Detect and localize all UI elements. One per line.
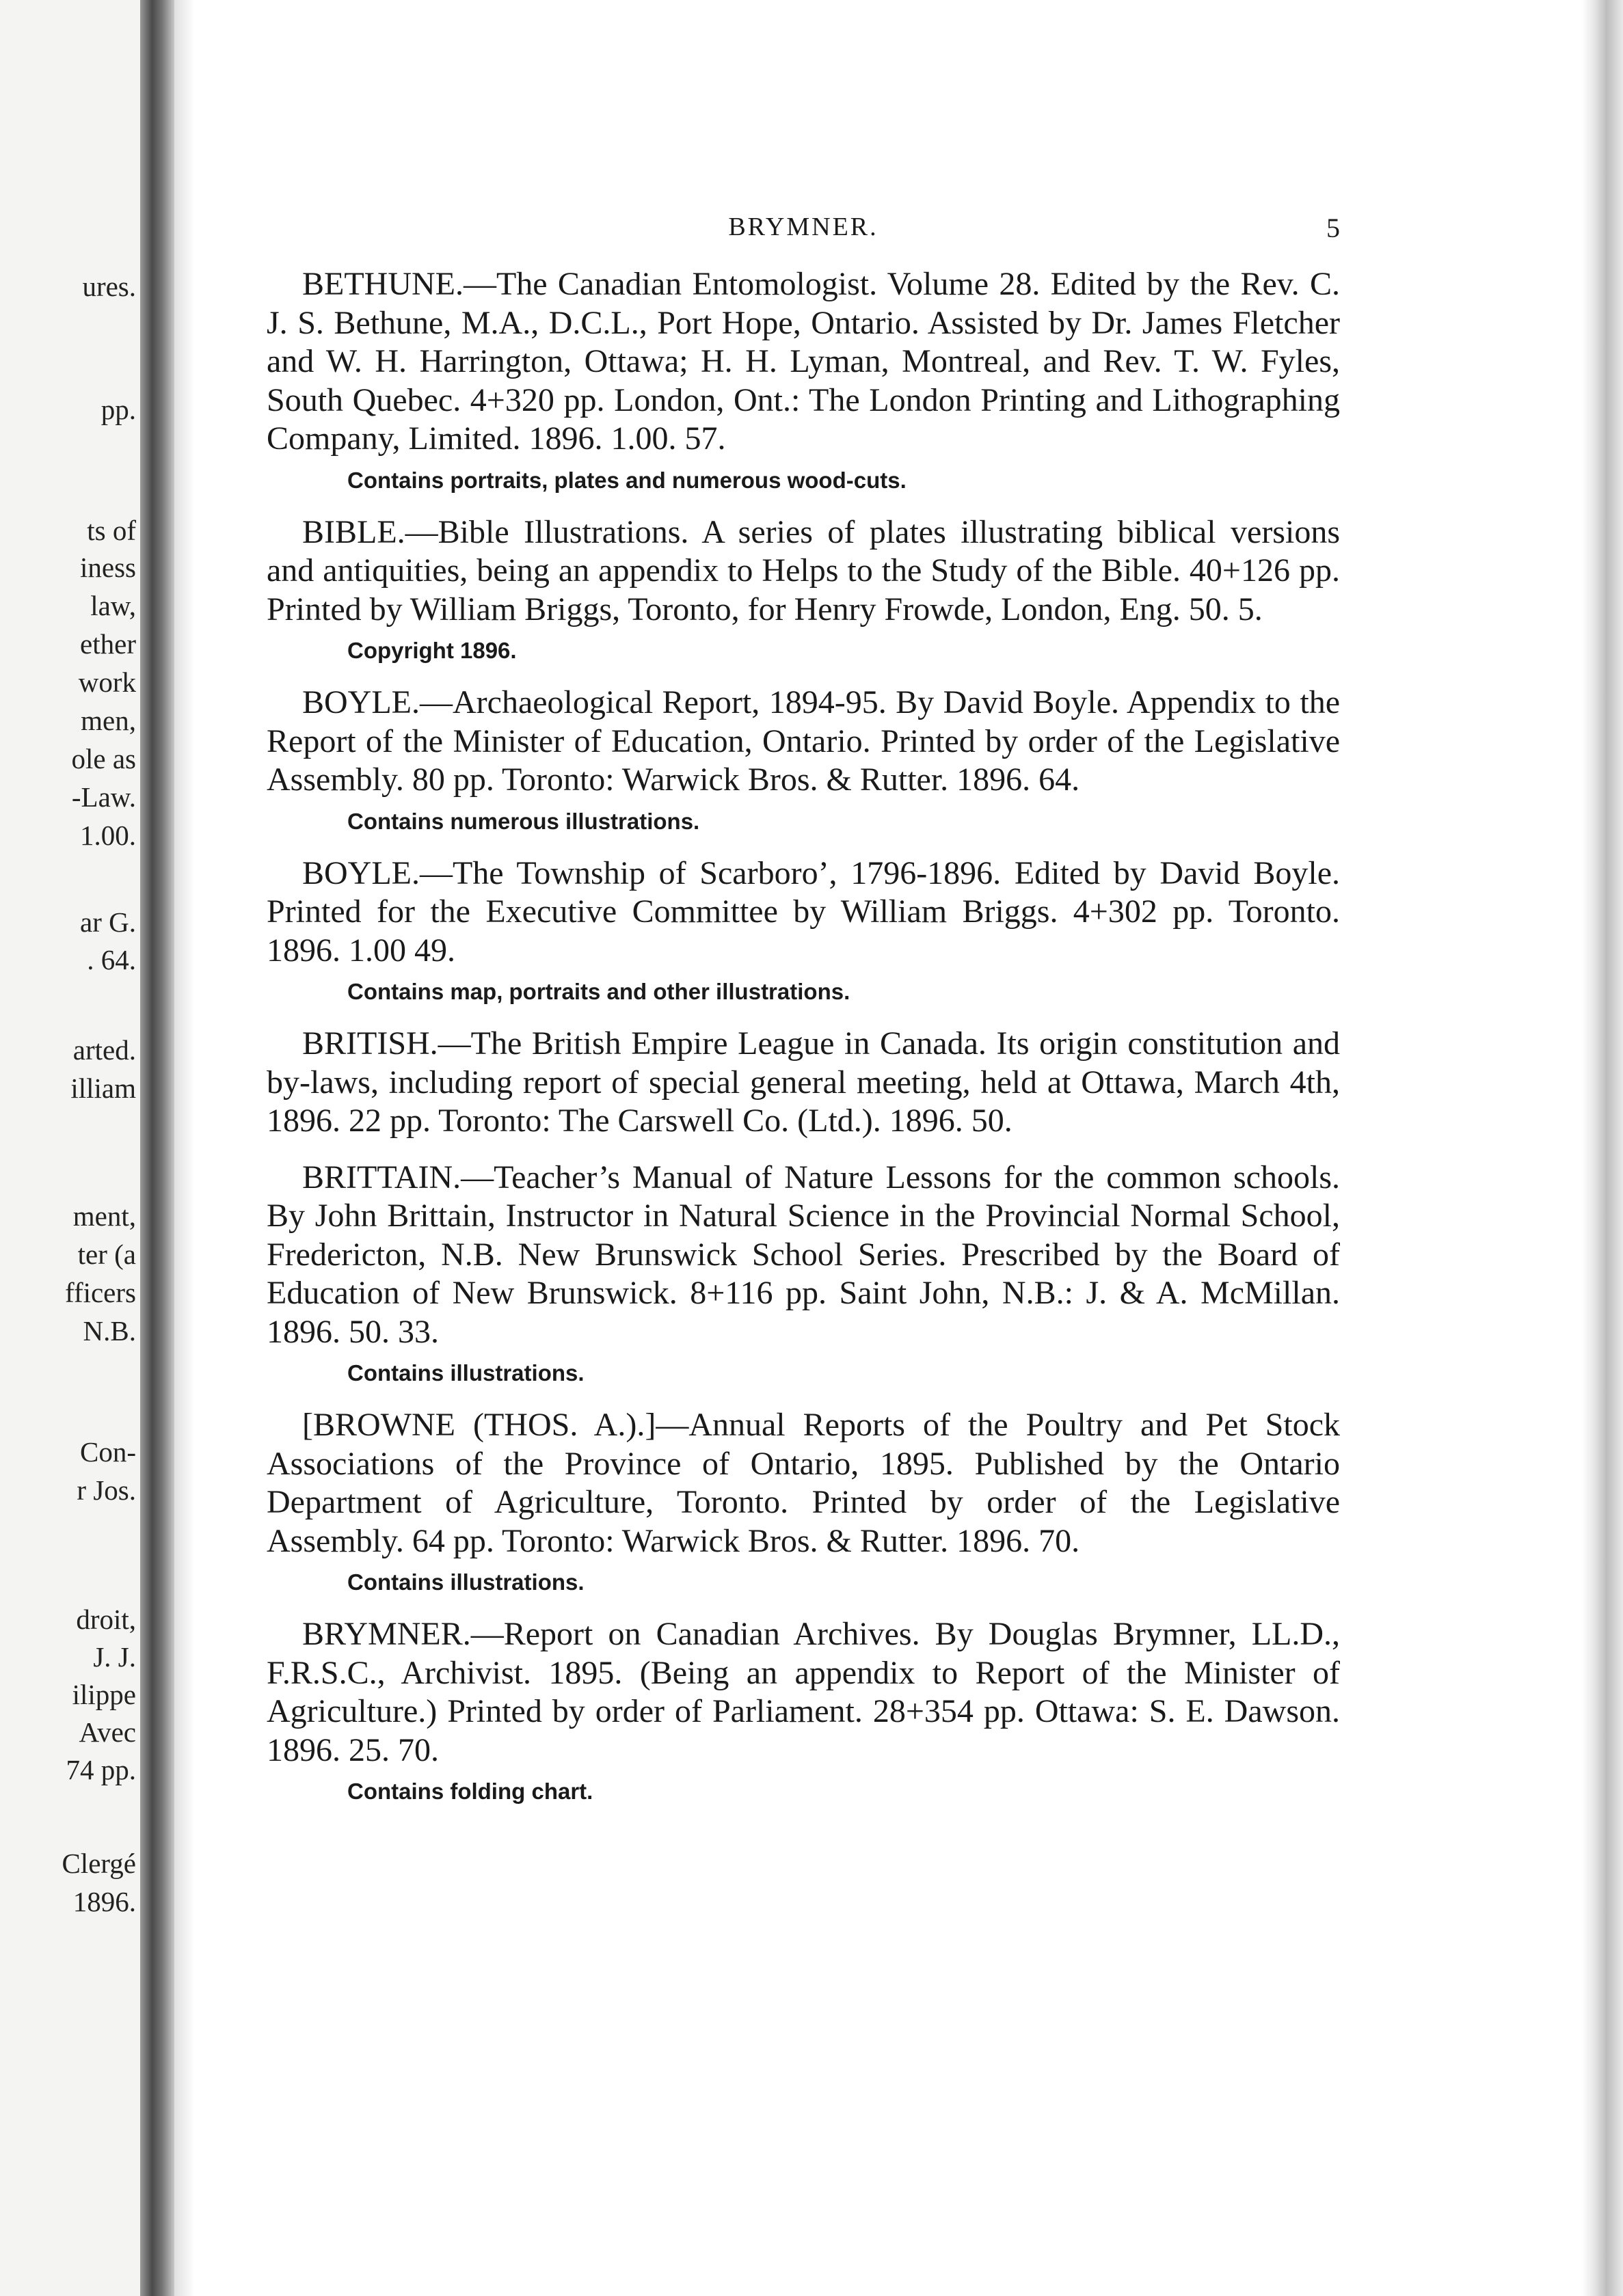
entry-citation: [BROWNE (THOS. A.).]—Annual Reports of the Poultry and Pet Stock Associations of the Province of Ontario, 1895. Published by the Ontario Department of Agriculture, Toronto. Printed by order of the Legislative Assembly. 64 pp. Toronto: Warwick Bros. & Rutter. 1896. 70. [267,1407,1340,1559]
facing-page-fragment: ilippe [72,1679,136,1710]
bibliography-entry [267,265,1340,496]
bibliography-entries [267,265,1340,1824]
entry-note: Contains illustrations. [347,1360,585,1386]
entry-note: Contains folding chart. [347,1779,593,1804]
page-edge-stack [1582,0,1623,2296]
entry-citation: BOYLE.—The Township of Scarboro’, 1796-1896. Edited by David Boyle. Printed for the Executive Committee by William Briggs. 4+302 pp. Toronto. 1896. 1.00 49. [267,854,1340,969]
facing-page-fragment: ole as [71,743,136,774]
facing-page-fragment: ether [80,628,136,660]
facing-page-fragment: ures. [82,271,136,302]
bibliography-entry [267,1159,1340,1389]
facing-page-fragment: ts of [87,515,136,546]
entry-note: Copyright 1896. [347,638,517,663]
facing-page-fragment: ar G. [80,906,136,938]
bibliography-entry [267,1615,1340,1807]
bibliography-entry [267,513,1340,666]
facing-page-fragment: r Jos. [77,1474,136,1506]
facing-page-fragment: pp. [100,394,136,425]
book-gutter [140,0,174,2296]
entry-note: Contains numerous illustrations. [347,808,700,834]
entry-citation: BRYMNER.—Report on Canadian Archives. By Douglas Brymner, LL.D., F.R.S.C., Archivist. 1895. (Being an appendix to Report of the Minister of Agriculture.) Printed by order of Parliament. 28+354 pp. Ottawa: S. E. Dawson. 1896. 25. 70. [267,1616,1340,1768]
page-header [267,212,1340,246]
facing-page-fragment: -Law. [71,781,136,813]
facing-page-fragment: Con- [80,1436,136,1468]
entry-citation: BRITTAIN.—Teacher’s Manual of Nature Lessons for the common schools. By John Brittain, Instructor in Natural Science in the Provincial Normal School, Fredericton, N.B. New Brunswick School Series. Prescribed by the Board of Education of New Brunswick. 8+116 pp. Saint John, N.B.: J. & A. McMillan. 1896. 50. 33. [267,1159,1340,1350]
facing-page-fragment: ter (a [77,1239,136,1270]
bibliography-entry [267,684,1340,837]
facing-page-fragment: iness [80,552,136,583]
facing-page-fragment: men, [81,705,136,736]
entry-citation: BIBLE.—Bible Illustrations. A series of plates illustrating biblical versions and antiquities, being an appendix to Helps to the Study of the Bible. 40+126 pp. Printed by William Briggs, Toronto, for Henry Frowde, London, Eng. 50. 5. [267,513,1340,627]
facing-page-fragment: fficers [65,1277,136,1308]
page-number: 5 [1326,213,1340,243]
facing-page-fragment: Avec [79,1716,136,1748]
facing-page-fragment: 1896. [72,1886,136,1917]
entry-citation: BETHUNE.—The Canadian Entomologist. Volume 28. Edited by the Rev. C. J. S. Bethune, M.A., D.C.L., Port Hope, Ontario. Assisted by Dr. James Fletcher and W. H. Harrington, Ottawa; H. H. Lyman, Montreal, and Rev. T. W. Fyles, South Quebec. 4+320 pp. London, Ont.: The London Printing and Lithographing Company, Limited. 1896. 1.00. 57. [267,266,1340,457]
facing-page-fragment: . 64. [87,944,136,975]
running-head: BRYMNER. [728,213,878,241]
gutter-shadow [174,0,195,2296]
entry-note: Contains illustrations. [347,1569,585,1595]
bibliography-entry [267,1406,1340,1597]
facing-page-fragment: illiam [70,1072,136,1104]
facing-page-fragment: law, [90,590,136,621]
entry-note: Contains portraits, plates and numerous wood-cuts. [347,467,907,493]
facing-page-fragment: droit, [76,1604,136,1635]
bibliography-entry [267,854,1340,1008]
facing-page-edge [0,0,140,2296]
bibliography-entry [267,1025,1340,1141]
facing-page-fragment: J. J. [93,1641,136,1673]
facing-page-fragment: Clergé [62,1848,136,1879]
facing-page-fragment: 1.00. [80,820,136,851]
facing-page-fragment: arted. [72,1034,136,1066]
entry-citation: BRITISH.—The British Empire League in Canada. Its origin constitution and by-laws, including report of special general meeting, held at Ottawa, March 4th, 1896. 22 pp. Toronto: The Carswell Co. (Ltd.). 1896. 50. [267,1025,1340,1139]
facing-page-fragment: work [78,666,136,698]
entry-note: Contains map, portraits and other illustrations. [347,979,850,1004]
entry-citation: BOYLE.—Archaeological Report, 1894-95. By David Boyle. Appendix to the Report of the Minister of Education, Ontario. Printed by order of the Legislative Assembly. 80 pp. Toronto: Warwick Bros. & Rutter. 1896. 64. [267,684,1340,798]
facing-page-fragment: N.B. [83,1315,136,1347]
facing-page-fragment: 74 pp. [66,1754,136,1785]
facing-page-fragment: ment, [72,1200,136,1232]
